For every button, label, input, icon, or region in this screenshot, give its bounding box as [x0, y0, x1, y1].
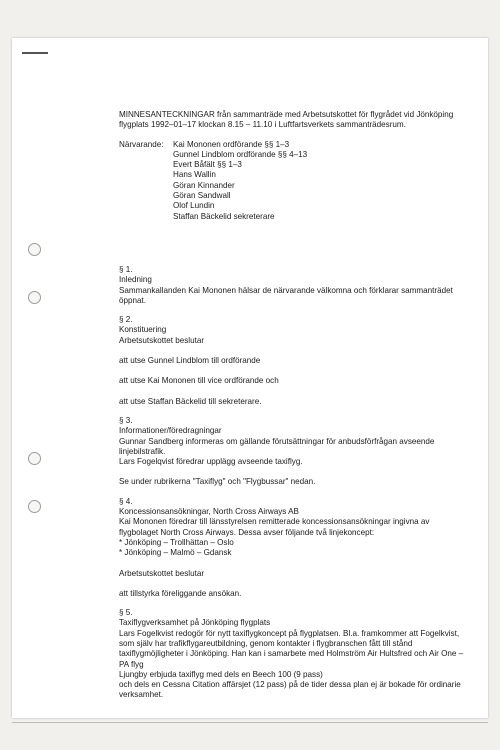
binder-hole	[28, 500, 41, 513]
section-number: § 3.	[119, 415, 133, 425]
paragraph: Kai Mononen föredrar till länsstyrelsen remitterade koncessionsansökningar ingivna av flygbolaget North Cross Airways. Dessa avser följande två linjekoncept:	[119, 517, 430, 537]
attendee-list	[173, 140, 307, 222]
attendee: Staffan Bäckelid sekreterare	[173, 211, 275, 221]
paragraph: att utse Gunnel Lindblom till ordförande	[119, 356, 261, 366]
section-4	[119, 497, 464, 599]
section-heading: Koncessionsansökningar, North Cross Airways AB	[119, 507, 299, 517]
section-2	[119, 315, 464, 407]
page-bottom-edge	[12, 722, 488, 723]
list-item: * Jönköping – Trollhättan – Oslo	[119, 538, 464, 548]
paragraph: Gunnar Sandberg informeras om gällande förutsättningar för anbudsförfrågan avseende linjebilstrafik.	[119, 436, 435, 456]
binder-hole	[28, 243, 41, 256]
page-edge-mark	[22, 52, 48, 54]
paragraph: Se under rubrikerna "Taxiflyg" och "Flygbussar" nedan.	[119, 477, 316, 487]
section-1	[119, 265, 464, 306]
paragraph: att utse Kai Mononen till vice ordförande och	[119, 376, 279, 386]
paragraph: Sammankallanden Kai Mononen hälsar de närvarande välkomna och förklarar sammanträdet öppnat.	[119, 285, 453, 305]
attendee: Göran Kinnander	[173, 180, 235, 190]
route-list	[119, 538, 464, 559]
list-item: * Jönköping – Malmö – Gdansk	[119, 548, 464, 558]
document-body	[119, 110, 464, 710]
document-title: MINNESANTECKNINGAR från sammanträde med Arbetsutskottet för flygrådet vid Jönköping flygplats 1992–01–17 klockan 8.15 – 11.10 i Luftfartsverkets sammanträdesrum.	[119, 110, 454, 130]
paragraph: och dels en Cessna Citation affärsjet (12 pass) på de tider dessa plan ej är bokade för ordinarie verksamhet.	[119, 680, 461, 700]
attendees	[119, 140, 464, 222]
attendee: Hans Wallin	[173, 170, 216, 180]
binder-hole	[28, 452, 41, 465]
paragraph: Lars Fogelkvist redogör för nytt taxiflygkoncept på flygplatsen. Bl.a. framkommer att Fogelkvist, som själv har trafikflygareutbildning, genom kontakter i flygbranschen fått till stånd taxiflygmöjligheter i Jönköping. Han kan i samarbete med Holmström Air Hultsfred och Air One – PA flyg	[119, 628, 464, 669]
paragraph: att utse Staffan Bäckelid till sekreterare.	[119, 396, 262, 406]
binder-hole	[28, 291, 41, 304]
section-3	[119, 416, 464, 488]
section-number: § 5.	[119, 608, 133, 618]
attendees-label: Närvarande:	[119, 139, 164, 149]
attendee: Olof Lundin	[173, 201, 215, 211]
attendee: Evert Båfält §§ 1–3	[173, 160, 242, 170]
paragraph: Lars Fogelqvist föredrar upplägg avseende taxiflyg.	[119, 457, 303, 467]
section-heading: Inledning	[119, 275, 152, 285]
attendee: Gunnel Lindblom ordförande §§ 4–13	[173, 149, 308, 159]
paragraph: Arbetsutskottet beslutar	[119, 335, 205, 345]
section-number: § 4.	[119, 496, 133, 506]
section-heading: Taxiflygverksamhet på Jönköping flygplats	[119, 618, 271, 628]
paragraph: Arbetsutskottet beslutar	[119, 568, 205, 578]
section-5	[119, 608, 464, 701]
attendee: Kai Mononen ordförande §§ 1–3	[173, 139, 290, 149]
section-number: § 1.	[119, 264, 133, 274]
paragraph: Ljungby erbjuda taxiflyg med dels en Beech 100 (9 pass)	[119, 669, 323, 679]
attendee: Göran Sandwall	[173, 191, 231, 201]
section-heading: Konstituering	[119, 325, 167, 335]
section-heading: Informationer/föredragningar	[119, 426, 222, 436]
paragraph: att tillstyrka föreliggande ansökan.	[119, 588, 242, 598]
section-number: § 2.	[119, 315, 133, 325]
